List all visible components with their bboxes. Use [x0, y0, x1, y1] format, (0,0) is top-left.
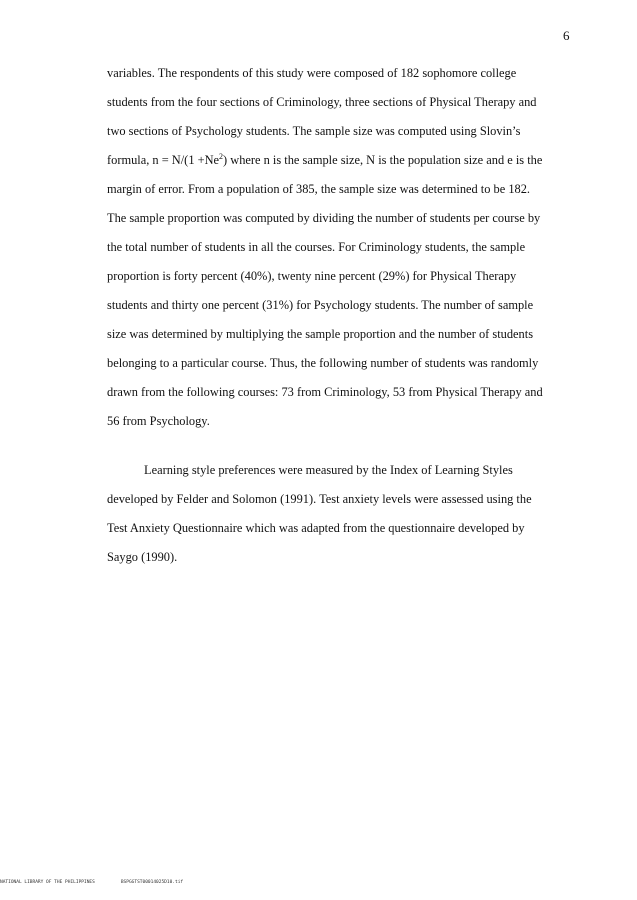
- text-line: drawn from the following courses: 73 from Criminology, 53 from Physical Therapy and: [107, 385, 543, 399]
- text-line: proportion is forty percent (40%), twenty nine percent (29%) for Physical Therapy: [107, 269, 517, 283]
- scan-footer: [0, 880, 183, 885]
- footer-library: NATIONAL LIBRARY OF THE PHILIPPINES: [0, 880, 95, 885]
- text-line: two sections of Psychology students. The sample size was computed using Slovin’s: [107, 124, 521, 138]
- paragraph-methodology: [107, 64, 567, 441]
- page-number: 6: [563, 28, 570, 43]
- formula-line: [107, 151, 567, 180]
- text-line: variables. The respondents of this study were composed of 182 sophomore college: [107, 66, 517, 80]
- formula-exponent: 2: [219, 151, 224, 161]
- text-line: students from the four sections of Criminology, three sections of Physical Therapy and: [107, 95, 537, 109]
- body-text: [107, 64, 567, 577]
- text-line: Test Anxiety Questionnaire which was adapted from the questionnaire developed by: [107, 521, 525, 535]
- text-line: developed by Felder and Solomon (1991). Test anxiety levels were assessed using the: [107, 492, 532, 506]
- text-line: size was determined by multiplying the sample proportion and the number of students: [107, 327, 534, 341]
- text-line: belonging to a particular course. Thus, the following number of students was randomly: [107, 356, 539, 370]
- paragraph-instruments: [107, 461, 567, 577]
- text-line: the total number of students in all the courses. For Criminology students, the sample: [107, 240, 526, 254]
- formula-text: formula, n = N/(1 +Ne: [107, 153, 220, 167]
- text-line: Saygo (1990).: [107, 550, 178, 564]
- text-line: 56 from Psychology.: [107, 414, 210, 428]
- text-line: Learning style preferences were measured by the Index of Learning Styles: [144, 463, 513, 477]
- text-line: students and thirty one percent (31%) for Psychology students. The number of sample: [107, 298, 534, 312]
- formula-explanation: ) where n is the sample size, N is the population size and e is the: [223, 153, 543, 167]
- footer-file-id: BSPGGTST00014025D10.tif: [120, 880, 184, 885]
- text-line: The sample proportion was computed by dividing the number of students per course by: [107, 211, 541, 225]
- text-line: margin of error. From a population of 385, the sample size was determined to be 182.: [107, 182, 531, 196]
